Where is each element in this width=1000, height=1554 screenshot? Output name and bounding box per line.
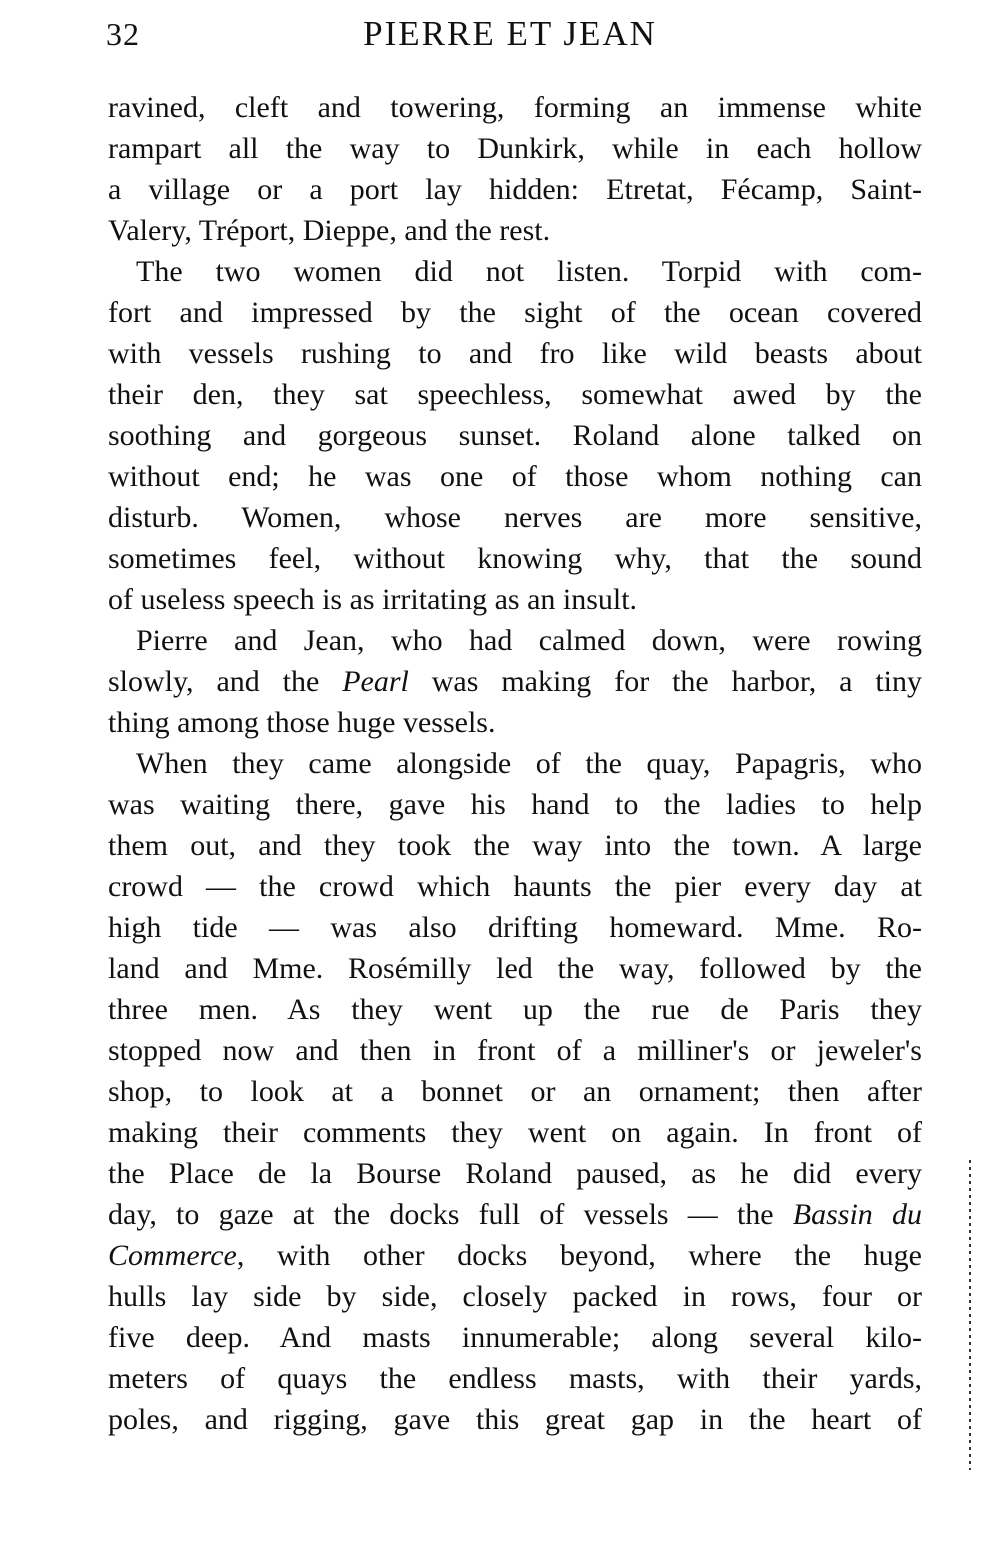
- italic-text: Bassin du: [792, 1198, 922, 1231]
- text-line: [108, 661, 922, 702]
- text-line: ravined, cleft and towering, forming an immense white: [108, 91, 922, 124]
- text-line: the Place de la Bourse Roland paused, as he did every: [108, 1157, 922, 1190]
- page-number: 32: [106, 16, 140, 52]
- italic-text: Pearl: [342, 665, 409, 698]
- text-line: shop, to look at a bonnet or an ornament; then after: [108, 1075, 922, 1108]
- text-line: crowd — the crowd which haunts the pier every day at: [108, 870, 922, 903]
- text-segment: slowly, and the: [108, 665, 343, 698]
- text-line: making their comments they went on again. In front of: [108, 1116, 922, 1149]
- text-line: a village or a port lay hidden: Etretat, Fécamp, Saint-: [108, 173, 922, 206]
- text-line: thing among those huge vessels.: [108, 706, 496, 739]
- text-line: stopped now and then in front of a milliner's or jeweler's: [108, 1034, 922, 1067]
- text-segment: was making for the harbor, a tiny: [408, 665, 922, 698]
- text-line: Pierre and Jean, who had calmed down, were rowing: [136, 624, 922, 657]
- text-line: them out, and they took the way into the town. A large: [108, 829, 922, 862]
- text-line: rampart all the way to Dunkirk, while in each hollow: [108, 132, 922, 165]
- text-line: meters of quays the endless masts, with their yards,: [108, 1362, 922, 1395]
- scan-artifact-mark: [969, 1160, 971, 1470]
- text-line: hulls lay side by side, closely packed in rows, four or: [108, 1280, 922, 1313]
- text-line: soothing and gorgeous sunset. Roland alone talked on: [108, 419, 922, 452]
- text-line: When they came alongside of the quay, Papagris, who: [136, 747, 922, 780]
- text-line: was waiting there, gave his hand to the ladies to help: [108, 788, 922, 821]
- text-line: sometimes feel, without knowing why, that the sound: [108, 542, 922, 575]
- text-line: fort and impressed by the sight of the ocean covered: [108, 296, 922, 329]
- text-line: without end; he was one of those whom nothing can: [108, 460, 922, 493]
- text-line: five deep. And masts innumerable; along several kilo-: [108, 1321, 922, 1354]
- text-line: Valery, Tréport, Dieppe, and the rest.: [108, 214, 551, 247]
- text-line: [108, 1235, 922, 1276]
- text-segment: , with other docks beyond, where the huge: [236, 1239, 922, 1272]
- text-segment: day, to gaze at the docks full of vessels — the: [108, 1198, 793, 1231]
- text-line: their den, they sat speechless, somewhat awed by the: [108, 378, 922, 411]
- text-line: The two women did not listen. Torpid with com-: [136, 255, 922, 288]
- text-line: land and Mme. Rosémilly led the way, followed by the: [108, 952, 922, 985]
- text-line: three men. As they went up the rue de Paris they: [108, 993, 922, 1026]
- italic-text: Commerce: [108, 1239, 237, 1272]
- text-line: disturb. Women, whose nerves are more sensitive,: [108, 501, 922, 534]
- text-line: of useless speech is as irritating as an insult.: [108, 583, 638, 616]
- text-line: with vessels rushing to and fro like wild beasts about: [108, 337, 922, 370]
- text-line: poles, and rigging, gave this great gap in the heart of: [108, 1403, 922, 1436]
- running-title: PIERRE ET JEAN: [363, 14, 657, 53]
- text-line: [108, 1194, 922, 1235]
- text-line: high tide — was also drifting homeward. Mme. Ro-: [108, 911, 922, 944]
